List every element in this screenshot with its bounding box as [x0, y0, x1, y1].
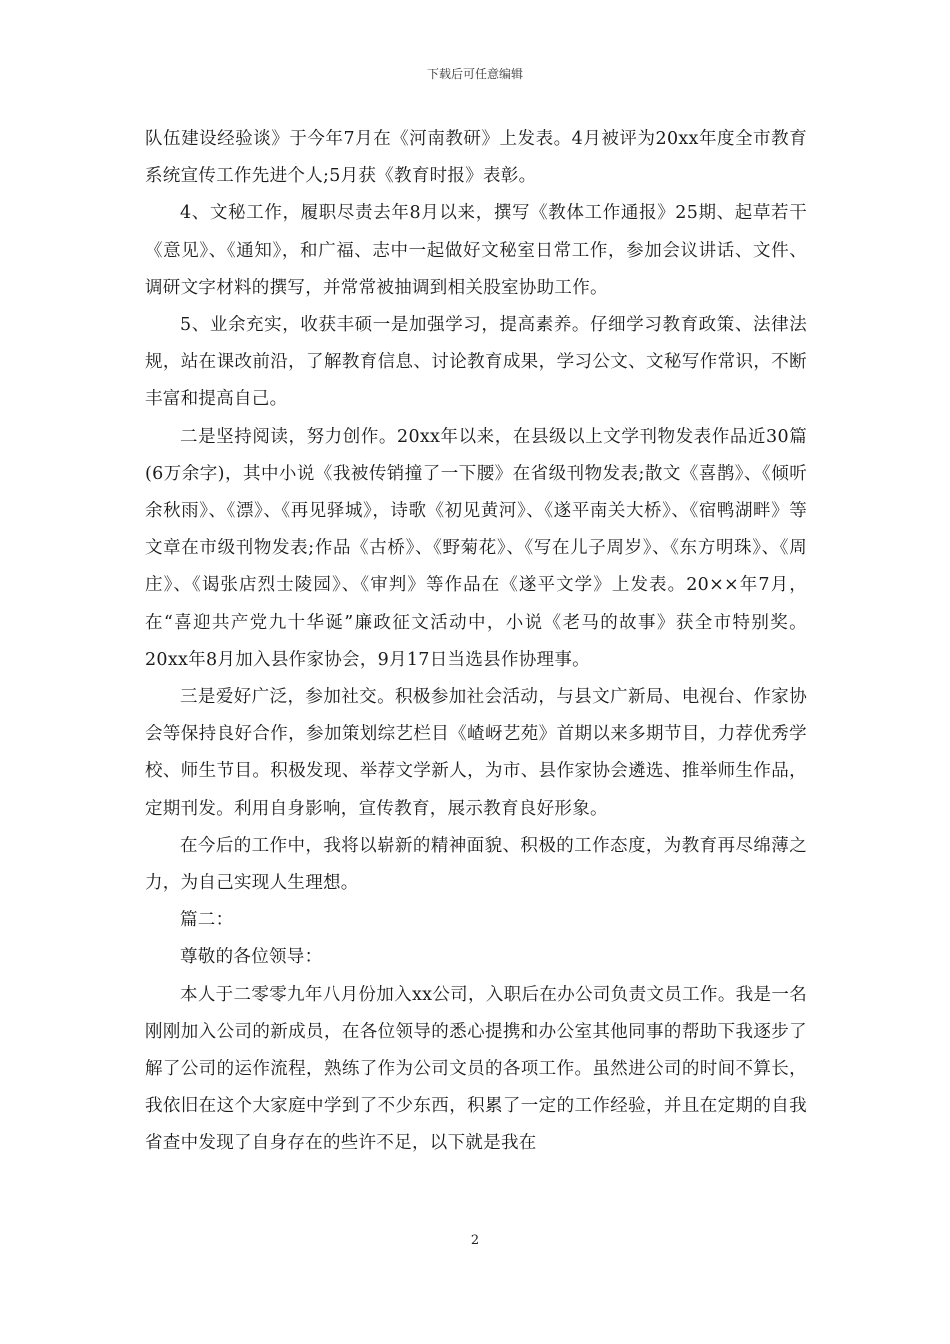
paragraph-continuation: 队伍建设经验谈》于今年7月在《河南教研》上发表。4月被评为20xx年度全市教育系统宣传工作先进个人;5月获《教育时报》表彰。 — [145, 129, 807, 187]
paragraph-spare-time: 5、业余充实，收获丰硕一是加强学习，提高素养。仔细学习教育政策、法律法规，站在课改前沿，了解教育信息、讨论教育成果，学习公文、文秘写作常识，不断丰富和提高自己。 — [145, 315, 807, 410]
paragraph-secretarial-work: 4、文秘工作，履职尽责去年8月以来，撰写《教体工作通报》25期、起草若干《意见》、《通知》，和广福、志中一起做好文秘室日常工作，参加会议讲话、文件、调研文字材料的撰写，并常常被抽调到相关股室协助工作。 — [145, 203, 807, 298]
paragraph-introduction: 本人于二零零九年八月份加入xx公司，入职后在办公司负责文员工作。我是一名刚刚加入公司的新成员，在各位领导的悉心提携和办公室其他同事的帮助下我逐步了解了公司的运作流程，熟练了作为公司文员的各项工作。虽然进公司的时间不算长，我依旧在这个大家庭中学到了不少东西，积累了一定的工作经验，并且在定期的自我省查中发现了自身存在的些许不足，以下就是我在 — [145, 984, 807, 1154]
paragraph-reading-writing: 二是坚持阅读，努力创作。20xx年以来，在县级以上文学刊物发表作品近30篇(6万余字)，其中小说《我被传销撞了一下腰》在省级刊物发表;散文《喜鹊》、《倾听余秋雨》、《漂》、《再见驿城》，诗歌《初见黄河》、《遂平南关大桥》、《宿鸭湖畔》等文章在市级刊物发表;作品《古桥》、《野菊花》、《写在儿子周岁》、《东方明珠》、《周庄》、《谒张店烈士陵园》、《审判》等作品在《遂平文学》上发表。20××年7月，在“喜迎共产党九十华诞”廉政征文活动中，小说《老马的故事》获全市特别奖。20xx年8月加入县作家协会，9月17日当选县作协理事。 — [145, 426, 807, 670]
section-heading-part-two: 篇二： — [180, 910, 234, 931]
document-body — [145, 121, 807, 1163]
page-header: 下载后可任意编辑 — [426, 67, 523, 81]
salutation: 尊敬的各位领导： — [180, 947, 323, 968]
paragraph-hobbies: 三是爱好广泛，参加社交。积极参加社会活动，与县文广新局、电视台、作家协会等保持良好合作，参加策划综艺栏目《嵖岈艺苑》首期以来多期节目，力荐优秀学校、师生节目。积极发现、举荐文学新人，为市、县作家协会遴选、推举师生作品，定期刊发。利用自身影响，宣传教育，展示教育良好形象。 — [145, 687, 807, 819]
page-number: 2 — [470, 1233, 480, 1248]
paragraph-future: 在今后的工作中，我将以崭新的精神面貌、积极的工作态度，为教育再尽绵薄之力，为自己实现人生理想。 — [145, 835, 807, 894]
